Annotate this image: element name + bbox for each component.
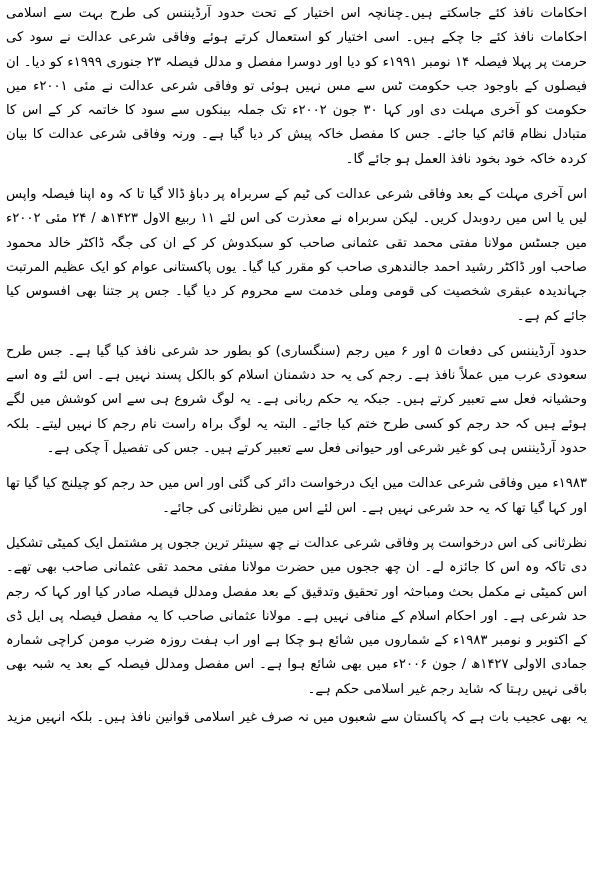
paragraph-rajm-hudood: حدود آرڈیننس کی دفعات ۵ اور ۶ میں رجم (سنگساری) کو بطور حد شرعی نافذ کیا گیا ہے۔ جس طرح سعودی عرب میں عملاً نافذ ہے۔ رجم کی یہ حد دشمنان اسلام کو بالکل پسند نہیں ہے۔ اس لئے وہ اسے وحشیانہ فعل سے تعبیر کرتے ہیں۔ جبکہ یہ حکم ربانی ہے۔ یہ لوگ شروع ہی سے اس کوشش میں لگے ہوئے ہیں کہ حد رجم کو کسی طرح ختم کیا جائے۔ البتہ یہ لوگ براہ راست نام رجم کا نہیں لیتے۔ بلکہ حدود آرڈیننس ہی کو غیر شرعی اور حیوانی فعل سے تعبیر کرتے ہیں۔ جس کی تفصیل آ چکی ہے۔	[6, 343, 587, 457]
paragraph-1983-petition: ۱۹۸۳ء میں وفاقی شرعی عدالت میں ایک درخواست دائر کی گئی اور اس میں حد رجم کو چیلنج کیا گیا تھا اور کہا گیا تھا کہ یہ حد شرعی نہیں ہے۔ اس لئے اس میں نظرثانی کی جائے۔	[6, 476, 587, 516]
paragraph-interest-ruling: احکامات نافذ کئے جاسکتے ہیں۔چنانچہ اس اختیار کے تحت حدود آرڈیننس کی طرح بہت سے اسلامی احکامات نافذ کئے جا چکے ہیں۔ اسی اختیار کو استعمال کرتے ہوئے وفاقی شرعی عدالت نے سود کی حرمت پر پہلا فیصلہ ۱۴ نومبر ۱۹۹۱ء کو دیا اور دوسرا مفصل و مدلل فیصلہ ۲۳ جنوری ۱۹۹۹ء کو دیا۔ ان فیصلوں کے باوجود جب حکومت ٹس سے مس نہیں ہوئی تو وفاقی شرعی عدالت نے مئی ۲۰۰۱ء میں حکومت کو آخری مہلت دی اور کہا ۳۰ جون ۲۰۰۲ء تک جملہ بینکوں سے سود کا خاتمہ کر کے اس کا متبادل نظام قائم کیا جائے۔ جس کا مفصل خاکہ پیش کر دیا گیا ہے۔ ورنہ وفاقی شرعی عدالت کا بیان کردہ خاکہ خود بخود نافذ العمل ہو جائے گا۔	[6, 6, 587, 167]
paragraph-review-committee: نظرثانی کی اس درخواست پر وفاقی شرعی عدالت نے چھ سینئر ترین ججوں پر مشتمل ایک کمیٹی تشکیل دی تاکہ وہ اس کا جائزہ لے۔ ان چھ ججوں میں حضرت مولانا مفتی محمد تقی عثمانی صاحب بھی تھے۔ اس کمیٹی نے مکمل بحث ومباحثہ اور تحقیق وتدقیق کے بعد مفصل ومدلل فیصلہ صادر کیا اور کہا کہ رجم حد شرعی ہے۔ اور احکام اسلام کے منافی نہیں ہے۔ مولانا عثمانی صاحب کا یہ مفصل فیصلہ پی ایل ڈی کے اکتوبر و نومبر ۱۹۸۳ء کے شماروں میں شائع ہو چکا ہے اور اب ہفت روزہ ضرب مومن کراچی شمارہ جمادی الاولی ۱۴۲۷ھ / جون ۲۰۰۶ء میں بھی شائع ہوا ہے۔ اس مفصل ومدلل فیصلہ کے بعد یہ شبہ بھی باقی نہیں رہتا کہ شاید رجم غیر اسلامی حکم ہے۔	[6, 535, 587, 697]
document-page	[6, 2, 587, 882]
paragraph-final-deadline: اس آخری مہلت کے بعد وفاقی شرعی عدالت کی ٹیم کے سربراہ پر دباؤ ڈالا گیا تا کہ وہ اپنا فیصلہ واپس لیں یا اس میں ردوبدل کریں۔ لیکن سربراہ نے معذرت کی اس لئے ۱۱ ربیع الاول ۱۴۲۳ھ / ۲۴ مئی ۲۰۰۲ء میں جسٹس مولانا مفتی محمد تقی عثمانی صاحب کو سبکدوش کر کے ان کی جگہ ڈاکٹر خالد محمود صاحب اور ڈاکٹر رشید احمد جالندھری صاحب کو مقرر کیا گیا۔ یوں پاکستانی عوام کو ایک عظیم المرتبت جہاندیدہ عبقری شخصیت کی قومی وملی خدمت سے محروم کر دیا گیا۔ جس پر جتنا بھی افسوس کیا جائے کم ہے۔	[6, 187, 588, 324]
paragraph-strange-fact: یہ بھی عجیب بات ہے کہ پاکستان سے شعبوں میں نہ صرف غیر اسلامی قوانین نافذ ہیں۔ بلکہ انہیں مزید	[6, 710, 587, 726]
